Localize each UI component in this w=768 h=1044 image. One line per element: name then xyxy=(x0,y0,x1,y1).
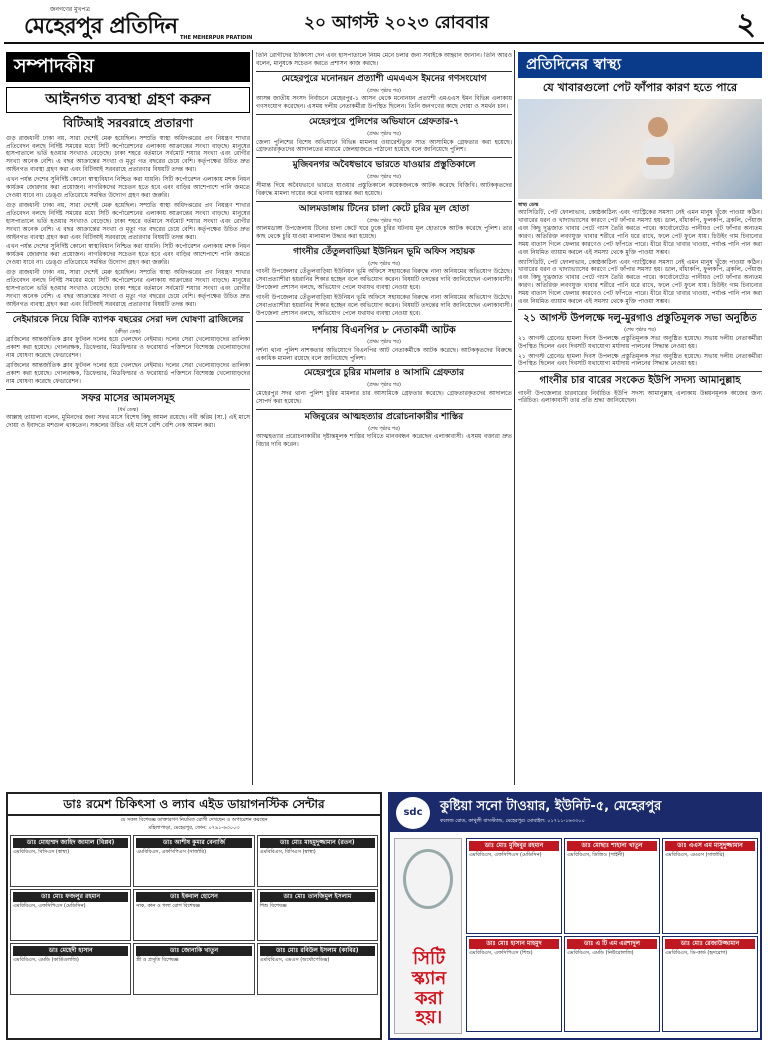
article-headline: দর্শনায় বিএনপির ৮ নেতাকর্মী আটক xyxy=(256,321,512,337)
article-byline: (প্রথম পৃষ্ঠার পর) xyxy=(367,87,401,94)
doctor-name: ডাঃ মোছাঃ শাহানা খাতুন xyxy=(567,841,657,851)
news-column xyxy=(256,52,512,788)
article-body: গাংনী উপজেলার তেঁতুলবাড়িয়া ইউনিয়ন ভূমি অফিসে সহায়কের বিরুদ্ধে নানা অনিয়মের অভিযোগ উঠেছে। সেবাপ্রত্যাশীরা হয়রানির শিকার হচ্ছেন বলে অভিযোগ করেন। বিষয়টি তদন্তের দাবি জানিয়েছেন এলাকাবাসী। উপজেলা প্রশাসন বলছে, অভিযোগ পেলে যথাযথ ব্যবস্থা নেওয়া হবে। xyxy=(256,294,512,317)
editorial-banner: সম্পাদকীয় xyxy=(6,52,250,82)
doctor-name: ডাঃ মোঃ মাহমুদুজ্জামান (রতন) xyxy=(260,838,375,848)
doctor-info: এমবিবিএস, এমডি (নিউরোলজি) xyxy=(567,949,634,956)
article-body: ২১ আগস্ট গ্রেনেড হামলা দিবস উপলক্ষে প্রস্তুতিমূলক সভা অনুষ্ঠিত হয়েছে। সভায় দলীয় নেতাকর্মীরা উপস্থিত ছিলেন এবং দিবসটি যথাযোগ্য মর্যাদায় পালনের সিদ্ধান্ত নেওয়া হয়। xyxy=(518,352,762,368)
doctor-card xyxy=(257,889,378,941)
ct-scan-panel xyxy=(394,838,462,1034)
ad-header xyxy=(390,794,760,832)
article-byline: (ক্রীড়া ডেস্ক) xyxy=(115,328,141,335)
doctor-name: ডাঃ জোনাকি খাতুন xyxy=(136,946,251,956)
article-headline: মেহেরপুরে মনোনয়ন প্রত্যাশী এমএএস ইমনের গণসংযোগ xyxy=(256,71,512,86)
article-body: ব্রাজিলের আন্তর্জাতিক ক্লাব ফুটবল দলের হয়ে খেলছেন নেইমার। দলের সেরা খেলোয়াড়দের তালিকা প্রকাশ করা হয়েছে। গোলরক্ষক, ডিফেন্ডার, মিডফিল্ডার ও ফরোয়ার্ড পজিশনে বিশেষজ্ঞ খেলোয়াড়দের নাম ঘোষণা করেছে ফেডারেশন। xyxy=(6,336,250,359)
logo-tagline: জনগণের মুখপত্র xyxy=(50,6,90,13)
article-body: গাংনী উপজেলার তেঁতুলবাড়িয়া ইউনিয়ন ভূমি অফিসে সহায়কের বিরুদ্ধে নানা অনিয়মের অভিযোগ উঠেছে। সেবাপ্রত্যাশীরা হয়রানির শিকার হচ্ছেন বলে অভিযোগ করেন। বিষয়টি তদন্তের দাবি জানিয়েছেন এলাকাবাসী। উপজেলা প্রশাসন বলছে, অভিযোগ পেলে যথাযথ ব্যবস্থা নেওয়া হবে। xyxy=(256,268,512,292)
editorial-body-2: এখন পর্যন্ত দেশের সুনির্দিষ্ট কোনো স্বাস্থ্যবিধান নিশ্চিত করা যায়নি। সিটি কর্পোরেশন এলাকায় মশক নিধন কার্যক্রম জোরদার করা প্রয়োজন। নাগরিকদের সচেতন হতে হবে এবং বাড়ির আশেপাশে পানি জমতে দেওয়া যাবে না। ডেঙ্গু প্রতিরোধে সমন্বিত উদ্যোগ গ্রহণ করা জরুরি। xyxy=(6,176,250,199)
article-headline: মুজিবনগর অবৈধভাবে ভারতে যাওয়ার প্রস্তুতিকালে xyxy=(256,157,512,172)
doctor-card xyxy=(466,838,562,934)
column-divider xyxy=(514,50,515,785)
issue-date: ২০ আগস্ট ২০২৩ রোববার xyxy=(304,13,489,33)
article-body: তিনি রোগীদের চিকিৎসা দেন এবং হাসপাতালে নিয়ম মেনে চলার জন্য সবাইকে আহ্বান জানান। তিনি আরও বলেন, মানুষকে সচেতন করতে প্রশাসন কাজ করছে। xyxy=(256,52,512,67)
ad-subtitle: কলেজ রোড, কাথুলী বাসস্ট্যান্ড, মেহেরপুর। মোবাইল: ০১৭১১-১৬৩৩০০ xyxy=(440,818,585,824)
doctor-info: এমবিবিএস, এমএস (অর্থোপেডিক্স) xyxy=(259,956,330,963)
health-column xyxy=(518,52,762,788)
article-headline: সফর মাসের আমলসমূহ xyxy=(6,389,250,405)
doctor-name: ডাঃ মোঃ ফজলুর রহমান xyxy=(13,892,128,902)
ct-scanner-icon xyxy=(403,849,453,909)
doctor-card xyxy=(133,835,254,887)
editorial-headline: আইনগত ব্যবস্থা গ্রহণ করুন xyxy=(6,87,250,113)
article-body: গাংনী উপজেলার চারবারের নির্বাচিত ইউপি সদস্য আমানুল্লাহ এলাকায় উন্নয়নমূলক কাজের জন্য পরিচিত। এলাকাবাসী তার প্রতি শ্রদ্ধা জানিয়েছেন। xyxy=(518,389,762,405)
doctor-info: নাক, কান ও গলা রোগ বিশেষজ্ঞ xyxy=(136,902,201,909)
article-body: আত্মহত্যার প্ররোচনাকারীর দৃষ্টান্তমূলক শাস্তির দাবিতে মানববন্ধন করেছেন এলাকাবাসী। এসময় বক্তারা দ্রুত বিচার দাবি করেন। xyxy=(256,433,512,449)
article-byline: (ধর্ম ডেস্ক) xyxy=(117,406,139,413)
editorial-body-3: গুড় রাজধানী ঢাকা নয়, সারা দেশেই মেরু হয়েছিল। সম্প্রতি স্বাস্থ্য অধিদপ্তরের প্রণ নিয়ন্ত্রণ শাখার প্রতিবেদন বলছে নির্দিষ্ট সময়ের মধ্যে সিটি কর্পোরেশনের এলাকায় আক্রান্তের সংখ্যা বাড়ছে। মানুষের হাসপাতালে ভর্তি হওয়ার সংখ্যাও বেড়েছে। ঢাকা শহরে বর্তমানে সর্বমোট শয্যার সংখ্যা এবং রোগীর সংখ্যা অনেক বেশি। এ বছর আক্রান্তের সংখ্যা ও মৃত্যু গত বছরের চেয়ে বেশি। কর্তৃপক্ষের উচিত দ্রুত আইনগত ব্যবস্থা গ্রহণ করা এবং বিটিআই সরবরাহে প্রতারণার বিষয়টি তদন্ত করা। xyxy=(6,201,250,241)
ct-scan-text: সিটি স্ক্যান করা হয়। xyxy=(411,948,447,1029)
doctor-card xyxy=(662,838,758,934)
article-headline: ২১ আগস্ট উপলক্ষে দলু-মুরগাও প্রস্তুতিমূলক সভা অনুষ্ঠিত xyxy=(518,309,762,325)
article-body: দর্শনা থানা পুলিশ নাশকতার অভিযোগে বিএনপির আট নেতাকর্মীকে আটক করেছে। আটককৃতদের বিরুদ্ধে একাধিক মামলা রয়েছে বলে জানিয়েছে পুলিশ। xyxy=(256,346,512,362)
article-byline: (প্রথম পৃষ্ঠার পর) xyxy=(367,217,401,224)
article-body: ২১ আগস্ট গ্রেনেড হামলা দিবস উপলক্ষে প্রস্তুতিমূলক সভা অনুষ্ঠিত হয়েছে। সভায় দলীয় নেতাকর্মীরা উপস্থিত ছিলেন এবং দিবসটি যথাযোগ্য মর্যাদায় পালনের সিদ্ধান্ত নেওয়া হয়। xyxy=(518,334,762,350)
health-photo xyxy=(518,99,762,199)
doctor-info: এমবিবিএস, বিসিএস (স্বাস্থ্য) xyxy=(13,848,70,855)
article-body: সীমান্ত দিয়ে অবৈধভাবে ভারতে যাওয়ার প্রস্তুতিকালে কয়েকজনকে আটক করেছে বিজিবি। আটককৃতদের বিরুদ্ধে মামলা দায়ের করে থানায় হস্তান্তর করা হয়েছে। xyxy=(256,181,512,197)
logo-title: মেহেরপুর প্রতিদিন xyxy=(24,13,178,39)
doctor-card xyxy=(662,936,758,1032)
ad-title: কুষ্টিয়া সনো টাওয়ার, ইউনিট-৫, মেহেরপুর xyxy=(440,799,662,814)
article-body: মেহেরপুর সদর থানা পুলিশ চুরির মামলার চার আসামিকে গ্রেফতার করেছে। গ্রেফতারকৃতদের আদালতে সোপর্দ করা হয়েছে। xyxy=(256,389,512,405)
doctor-info: এমবিবিএস, বিসিএস (স্বাস্থ্য) xyxy=(259,848,316,855)
doctor-info: স্ত্রী ও প্রসূতি বিশেষজ্ঞ xyxy=(136,956,179,963)
health-headline: যে খাবারগুলো পেট ফাঁপার কারণ হতে পারে xyxy=(542,81,738,94)
doctor-card xyxy=(466,936,562,1032)
doctor-info: শিশু বিশেষজ্ঞ xyxy=(259,902,287,909)
doctor-card xyxy=(133,889,254,941)
doctor-card xyxy=(257,943,378,995)
health-banner: প্রতিদিনের স্বাস্থ্য xyxy=(518,52,762,78)
doctor-card xyxy=(133,943,254,995)
article-headline: আলমডাঙ্গায় টিনের চালা কেটে চুরির মূল হোতা xyxy=(256,201,512,216)
article-byline: (প্রথম পৃষ্ঠার পর) xyxy=(367,130,401,137)
health-byline: স্বাস্থ্য ডেস্ক xyxy=(518,201,539,208)
doctor-card xyxy=(10,835,131,887)
doctor-info: এমবিবিএস, এফসিপিএস (মেডিসিন) xyxy=(469,851,542,858)
health-body: অ্যাসিডিটি, পেট ফোলাভাব, কোষ্ঠকাঠিন্য এবং গ্যাস্ট্রিকের সমস্যা নেই এমন মানুষ খুঁজে পাওয়া কঠিন। খাবারের ধরন ও খাদ্যাভ্যাসের কারণে পেট ফাঁপার সমস্যা হয়। ডাল, বাঁধাকপি, ফুলকপি, ব্রকলি, পেঁয়াজ এবং কিছু দুগ্ধজাত খাবার পেটে গ্যাস তৈরি করতে পারে। কার্বোনেটেড পানীয়ও পেট ফাঁপার অন্যতম কারণ। অতিরিক্ত লবণযুক্ত খাবার শরীরে পানি ধরে রাখে, ফলে পেট ফুলে যায়। চিউইং গাম চিবানোর সময় বাতাস গিলে ফেলার কারণেও পেট ফাঁপতে পারে। ধীরে ধীরে খাবার খাওয়া, পর্যাপ্ত পানি পান করা এবং নিয়মিত ব্যায়াম করলে এই সমস্যা থেকে মুক্তি পাওয়া সম্ভব। xyxy=(518,258,762,306)
logo-title-en: THE MEHERPUR PRATIDIN xyxy=(180,35,253,41)
doctor-info: এমবিবিএস, ডি-কার্ড (হৃদরোগ) xyxy=(665,949,728,956)
doctor-name: ডাঃ এএস এম মাসুদুজ্জামান xyxy=(665,841,755,851)
article-byline: (প্রথম পৃষ্ঠার পর) xyxy=(367,382,401,389)
editorial-body-5: গুড় রাজধানী ঢাকা নয়, সারা দেশেই মেরু হয়েছিল। সম্প্রতি স্বাস্থ্য অধিদপ্তরের প্রণ নিয়ন্ত্রণ শাখার প্রতিবেদন বলছে নির্দিষ্ট সময়ের মধ্যে সিটি কর্পোরেশনের এলাকায় আক্রান্তের সংখ্যা বাড়ছে। মানুষের হাসপাতালে ভর্তি হওয়ার সংখ্যাও বেড়েছে। ঢাকা শহরে বর্তমানে সর্বমোট শয্যার সংখ্যা এবং রোগীর সংখ্যা অনেক বেশি। এ বছর আক্রান্তের সংখ্যা ও মৃত্যু গত বছরের চেয়ে বেশি। কর্তৃপক্ষের উচিত দ্রুত আইনগত ব্যবস্থা গ্রহণ করা এবং বিটিআই সরবরাহে প্রতারণার বিষয়টি তদন্ত করা। xyxy=(6,269,250,308)
ad-address: মহিলাপাড়া, মেহেরপুর, ফোন: ০৭৯১-৬৩০০৩ xyxy=(148,825,240,832)
doctor-name: ডাঃ মোঃ মুজিবুর রহমান xyxy=(469,841,559,851)
doctor-name: ডাঃ এ টি এম এরশাদুল xyxy=(567,939,657,949)
diagnostic-center-ad xyxy=(6,792,382,1040)
sono-tower-ad xyxy=(388,792,762,1040)
article-body: আলমডাঙ্গা উপজেলায় টিনের চালা কেটে ঘরে ঢুকে চুরির ঘটনায় মূল হোতাকে আটক করেছে পুলিশ। তার কাছ থেকে চুরি যাওয়া মালামাল উদ্ধার করা হয়েছে। xyxy=(256,225,512,241)
doctor-card xyxy=(564,838,660,934)
article-byline: (প্রথম পৃষ্ঠার পর) xyxy=(367,339,401,346)
article-byline: (শেষ পৃষ্ঠার পর) xyxy=(368,260,400,267)
doctor-card xyxy=(564,936,660,1032)
advertisement-strip xyxy=(6,792,762,1040)
health-body: অ্যাসিডিটি, পেট ফোলাভাব, কোষ্ঠকাঠিন্য এবং গ্যাস্ট্রিকের সমস্যা নেই এমন মানুষ খুঁজে পাওয়া কঠিন। খাবারের ধরন ও খাদ্যাভ্যাসের কারণে পেট ফাঁপার সমস্যা হয়। ডাল, বাঁধাকপি, ফুলকপি, ব্রকলি, পেঁয়াজ এবং কিছু দুগ্ধজাত খাবার পেটে গ্যাস তৈরি করতে পারে। কার্বোনেটেড পানীয়ও পেট ফাঁপার অন্যতম কারণ। অতিরিক্ত লবণযুক্ত খাবার শরীরে পানি ধরে রাখে, ফলে পেট ফুলে যায়। চিউইং গাম চিবানোর সময় বাতাস গিলে ফেলার কারণেও পেট ফাঁপতে পারে। ধীরে ধীরে খাবার খাওয়া, পর্যাপ্ত পানি পান করা এবং নিয়মিত ব্যায়াম করলে এই সমস্যা থেকে মুক্তি পাওয়া সম্ভব। xyxy=(518,209,762,256)
article-body: ব্রাজিলের আন্তর্জাতিক ক্লাব ফুটবল দলের হয়ে খেলছেন নেইমার। দলের সেরা খেলোয়াড়দের তালিকা প্রকাশ করা হয়েছে। গোলরক্ষক, ডিফেন্ডার, মিডফিল্ডার ও ফরোয়ার্ড পজিশনে বিশেষজ্ঞ খেলোয়াড়দের নাম ঘোষণা করেছে ফেডারেশন। xyxy=(6,361,250,385)
doctor-grid xyxy=(8,833,380,997)
masthead xyxy=(4,4,764,44)
editorial-body-4: এখন পর্যন্ত দেশের সুনির্দিষ্ট কোনো স্বাস্থ্যবিধান নিশ্চিত করা যায়নি। সিটি কর্পোরেশন এলাকায় মশক নিধন কার্যক্রম জোরদার করা প্রয়োজন। নাগরিকদের সচেতন হতে হবে এবং বাড়ির আশেপাশে পানি জমতে দেওয়া যাবে না। ডেঙ্গু প্রতিরোধে সমন্বিত উদ্যোগ গ্রহণ করা জরুরি। xyxy=(6,243,250,267)
sdc-logo: sdc xyxy=(396,797,430,829)
editorial-subhead: বিটিআই সরবরাহে প্রতারণা xyxy=(63,115,193,130)
article-byline: (প্রথম পৃষ্ঠার পর) xyxy=(367,174,401,181)
doctor-name: ডাঃ আশীষ কুমার বেনার্জি xyxy=(136,838,251,848)
doctor-info: এমবিবিএস, এফসিপিএস (মেডিসিন) xyxy=(13,902,86,909)
person-holding-stomach-illustration xyxy=(628,113,688,193)
doctor-name: ডাঃ মোঃ রেজাউজ্জামান xyxy=(665,939,755,949)
doctor-grid xyxy=(466,838,758,1032)
article-headline: গাংনীর তেঁতুলবাড়িয়া ইউনিয়ন ভূমি অফিস সহায়ক xyxy=(256,244,512,259)
doctor-info: এমবিবিএস, ডিজিও (গাইনী) xyxy=(567,851,625,858)
doctor-name: ডাঃ মোঃ হাসান মাহমুদ xyxy=(469,939,559,949)
doctor-card xyxy=(10,889,131,941)
article-headline: মেহেরপুরে পুলিশের অভিযানে গ্রেফতার-৭ xyxy=(256,114,512,129)
doctor-info: এমবিবিএস, এফসিপিএস (সার্জারি) xyxy=(136,848,207,855)
newspaper-logo xyxy=(10,6,310,42)
article-headline: মজিবুরের আত্মহত্যার প্ররোচনাকারীর শাস্তির xyxy=(256,409,512,424)
article-body: আসন্ন জাতীয় সংসদ নির্বাচনে মেহেরপুর-১ আসন থেকে মনোনয়ন প্রত্যাশী এমএএস ইমন বিভিন্ন এলাকায় গণসংযোগ করেছেন। এসময় দলীয় নেতাকর্মীরা উপস্থিত ছিলেন। তিনি জনগণের কাছে দোয়া ও সমর্থন চান। xyxy=(256,95,512,111)
editorial-body: গুড় রাজধানী ঢাকা নয়, সারা দেশেই মেরু হয়েছিল। সম্প্রতি স্বাস্থ্য অধিদপ্তরের প্রণ নিয়ন্ত্রণ শাখার প্রতিবেদন বলছে নির্দিষ্ট সময়ের মধ্যে সিটি কর্পোরেশনের এলাকায় আক্রান্তের সংখ্যা বাড়ছে। মানুষের হাসপাতালে ভর্তি হওয়ার সংখ্যাও বেড়েছে। ঢাকা শহরে বর্তমানে সর্বমোট শয্যার সংখ্যা এবং রোগীর সংখ্যা অনেক বেশি। এ বছর আক্রান্তের সংখ্যা ও মৃত্যু গত বছরের চেয়ে বেশি। কর্তৃপক্ষের উচিত দ্রুত আইনগত ব্যবস্থা গ্রহণ করা এবং বিটিআই সরবরাহে প্রতারণার বিষয়টি তদন্ত করা। xyxy=(6,134,250,174)
ad-subtitle: যে সকল বিশেষজ্ঞ ডাক্তারগণ নিয়মিত রোগী দেখছেন ও অপারেশন করছেন xyxy=(120,816,268,823)
article-headline: গাংনীর চার বারের সংকেত ইউপি সদস্য আমানুল্লাহ xyxy=(518,371,762,387)
doctor-name: ডাঃ মোঃ তানজিমুল ইসলাম xyxy=(260,892,375,902)
doctor-name: ডাঃ ইকবাল হোসেন xyxy=(136,892,251,902)
doctor-info: এমবিবিএস, এমএস (সার্জারি) xyxy=(665,851,725,858)
doctor-name: ডাঃ মোঃ রবিউল ইসলাম (কাবির) xyxy=(260,946,375,956)
doctor-name: ডাঃ মেহেদী হাসান xyxy=(13,946,128,956)
article-headline: নেইমারকে নিয়ে বিক্রি ব্যাপক বছরের সেরা দল ঘোষণা ব্রাজিলের xyxy=(6,312,250,327)
doctor-info: এমবিবিএস, এফসিপিএস (শিশু) xyxy=(469,949,533,956)
article-headline: মেহেরপুরে চুরির মামলার ৪ আসামি গ্রেফতার xyxy=(256,365,512,380)
column-divider xyxy=(252,50,253,785)
article-byline: (শেষ পৃষ্ঠার পর) xyxy=(368,425,400,432)
doctor-name: ডাঃ মোহাম্মদ জাহিদ জামাল (বিপ্লব) xyxy=(13,838,128,848)
doctor-card xyxy=(257,835,378,887)
page-number: ২ xyxy=(736,7,756,42)
editorial-column xyxy=(6,52,250,788)
doctor-info: এমবিবিএস, এমডি (কার্ডিওলজি) xyxy=(13,956,79,963)
ad-title: ডাঃ রমেশ চিকিৎসা ও ল্যাব এইড ডায়াগনস্টিক সেন্টার xyxy=(8,794,380,816)
doctor-card xyxy=(10,943,131,995)
article-body: আল্লাহ তায়ালা বলেন, মুমিনদের জন্য সফর মাসে বিশেষ কিছু আমল রয়েছে। নবী করিম (সা.) এই মাসে দোয়া ও ইবাদতে মশগুল থাকতেন। সকলের উচিত এই মাসে বেশি বেশি নেক আমল করা। xyxy=(6,414,250,430)
article-body: জেলা পুলিশের বিশেষ অভিযানে বিভিন্ন মামলার ওয়ারেন্টভুক্ত সাত আসামিকে গ্রেফতার করা হয়েছে। গ্রেফতারকৃতদের আদালতের মাধ্যমে জেলহাজতে পাঠানো হয়েছে বলে জানিয়েছে পুলিশ। xyxy=(256,138,512,154)
article-byline: (শেষ পৃষ্ঠার পর) xyxy=(624,327,656,334)
